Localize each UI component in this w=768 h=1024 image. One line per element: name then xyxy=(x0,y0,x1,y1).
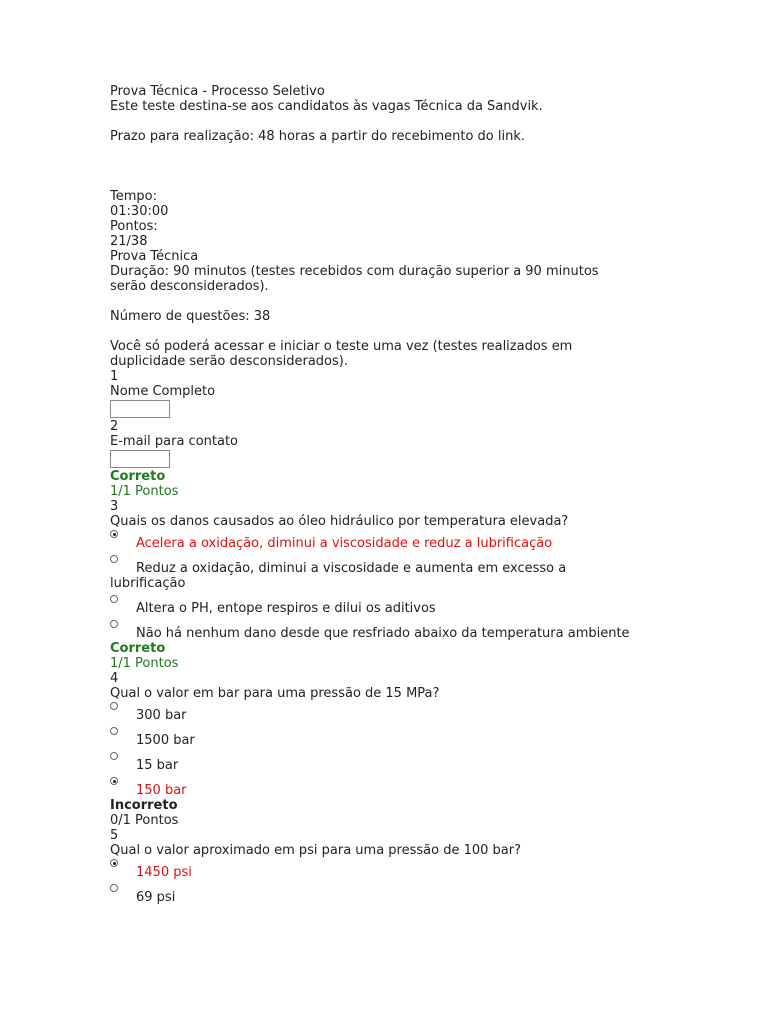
radio-icon[interactable] xyxy=(110,595,118,603)
question-text: Qual o valor aproximado em psi para uma pressão de 100 bar? xyxy=(110,843,521,858)
answer-option[interactable] xyxy=(110,536,710,551)
answer-option[interactable] xyxy=(110,783,710,798)
option-label: Acelera a oxidação, diminui a viscosidade e reduz a lubrificação xyxy=(136,536,553,551)
answer-option[interactable] xyxy=(110,758,710,773)
page-subtitle: Este teste destina-se aos candidatos às vagas Técnica da Sandvik. xyxy=(110,99,543,114)
option-label: Altera o PH, entope respiros e dilui os aditivos xyxy=(136,601,436,616)
question-points: 1/1 Pontos xyxy=(110,484,179,499)
radio-icon[interactable] xyxy=(110,752,118,760)
page-title: Prova Técnica - Processo Seletivo xyxy=(110,84,325,99)
option-label: 300 bar xyxy=(136,708,187,723)
radio-icon[interactable] xyxy=(110,727,118,735)
radio-selected-icon[interactable] xyxy=(110,777,118,785)
radio-selected-icon[interactable] xyxy=(110,530,118,538)
option-label: 150 bar xyxy=(136,783,187,798)
question-number: 5 xyxy=(110,828,119,843)
question-text: Qual o valor em bar para uma pressão de 15 MPa? xyxy=(110,686,440,701)
answer-option[interactable] xyxy=(110,890,710,905)
question-points: 1/1 Pontos xyxy=(110,656,179,671)
radio-selected-icon[interactable] xyxy=(110,859,118,867)
question-number: 4 xyxy=(110,671,119,686)
option-label: 1450 psi xyxy=(136,865,192,880)
radio-icon[interactable] xyxy=(110,884,118,892)
field-number: 1 xyxy=(110,369,119,384)
status-badge: Correto xyxy=(110,641,166,656)
answer-option[interactable] xyxy=(110,561,710,591)
question-number: 3 xyxy=(110,499,119,514)
status-badge: Correto xyxy=(110,469,166,484)
field-label-name: Nome Completo xyxy=(110,384,216,399)
answer-option[interactable] xyxy=(110,626,710,641)
points-value: 21/38 xyxy=(110,234,148,249)
time-label: Tempo: xyxy=(110,189,157,204)
status-badge: Incorreto xyxy=(110,798,178,813)
option-label: 1500 bar xyxy=(136,733,195,748)
option-label: Reduz a oxidação, diminui a viscosidade e aumenta em excesso a xyxy=(136,561,567,576)
name-input[interactable] xyxy=(110,400,170,418)
radio-icon[interactable] xyxy=(110,620,118,628)
option-label: Não há nenhum dano desde que resfriado abaixo da temperatura ambiente xyxy=(136,626,630,641)
duration-line-2: serão desconsiderados). xyxy=(110,279,269,294)
option-label: 69 psi xyxy=(136,890,176,905)
duration-line-1: Duração: 90 minutos (testes recebidos com duração superior a 90 minutos xyxy=(110,264,599,279)
radio-icon[interactable] xyxy=(110,555,118,563)
option-label: 15 bar xyxy=(136,758,179,773)
field-label-email: E-mail para contato xyxy=(110,434,239,449)
question-text: Quais os danos causados ao óleo hidráulico por temperatura elevada? xyxy=(110,514,569,529)
radio-icon[interactable] xyxy=(110,702,118,710)
answer-option[interactable] xyxy=(110,733,710,748)
questions-count: Número de questões: 38 xyxy=(110,309,271,324)
email-input[interactable] xyxy=(110,450,170,468)
time-value: 01:30:00 xyxy=(110,204,169,219)
deadline-text: Prazo para realização: 48 horas a partir do recebimento do link. xyxy=(110,129,525,144)
quiz-page xyxy=(110,84,710,905)
field-number: 2 xyxy=(110,419,119,434)
access-line-1: Você só poderá acessar e iniciar o teste uma vez (testes realizados em xyxy=(110,339,573,354)
answer-option[interactable] xyxy=(110,601,710,616)
section-title: Prova Técnica xyxy=(110,249,199,264)
answer-option[interactable] xyxy=(110,865,710,880)
access-line-2: duplicidade serão desconsiderados). xyxy=(110,354,348,369)
option-label-continuation: lubrificação xyxy=(110,576,186,591)
question-points: 0/1 Pontos xyxy=(110,813,179,828)
answer-option[interactable] xyxy=(110,708,710,723)
points-label: Pontos: xyxy=(110,219,158,234)
